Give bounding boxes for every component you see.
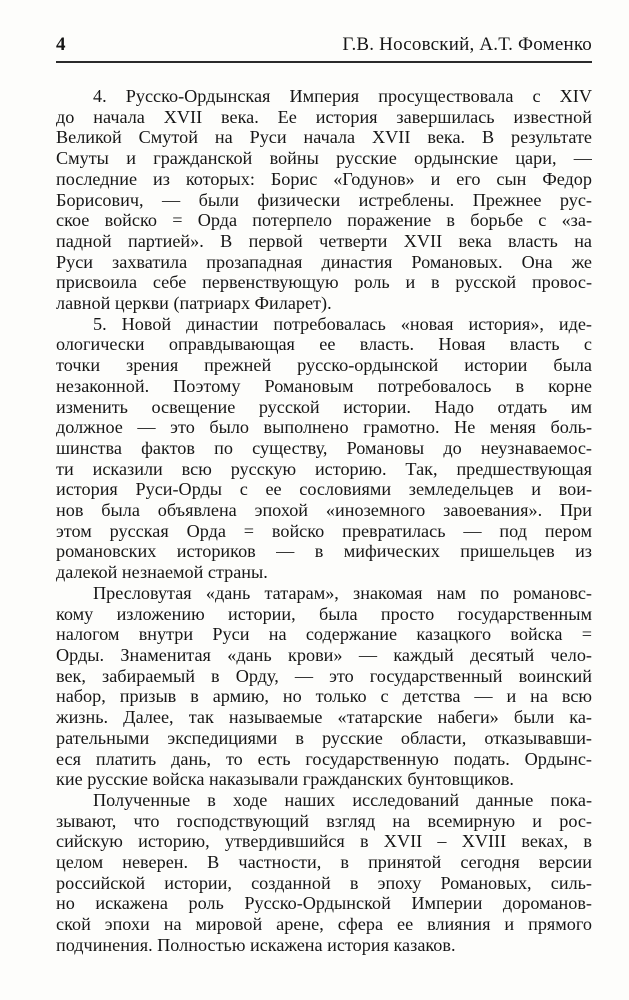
running-header — [56, 34, 592, 63]
running-title: Г.В. Носовский, А.Т. Фоменко — [342, 34, 592, 55]
text-line: но искажена роль Русско-Ордынской Империи дороманов- — [56, 893, 592, 914]
text-line: 5. Новой династии потребовалась «новая история», иде- — [93, 313, 592, 334]
text-line: изменить освещение русской истории. Надо отдать им — [56, 396, 592, 417]
text-line: шинства фактов по существу, Романовы до неузнаваемос- — [56, 437, 592, 458]
text-line: зывают, что господствующий взгляд на всемирную и рос- — [56, 810, 592, 831]
text-line: кому изложению истории, была просто государственным — [56, 603, 592, 624]
text-line: ологически оправдывающая ее власть. Новая власть с — [56, 334, 592, 355]
text-line: последние из которых: Борис «Годунов» и его сын Федор — [56, 168, 592, 189]
page-body — [56, 86, 592, 956]
text-line: Полученные в ходе наших исследований данные пока- — [93, 789, 592, 810]
text-line: далекой незнаемой страны. — [56, 562, 268, 583]
text-line: набор, призыв в армию, но только с детства — и на всю — [56, 686, 592, 707]
page-number: 4 — [56, 34, 66, 55]
text-line: Орды. Знаменитая «дань крови» — каждый десятый чело- — [56, 644, 592, 665]
text-line: кие русские войска наказывали гражданских бунтовщиков. — [56, 769, 514, 790]
text-line: налогом внутри Руси на содержание казацкого войска = — [56, 624, 592, 645]
text-line: Смуты и гражданской войны русские ордынские цари, — — [56, 148, 592, 169]
text-line: век, забираемый в Орду, — это государственный воинский — [56, 665, 592, 686]
text-line: точки зрения прежней русско-ордынской истории была — [56, 355, 592, 376]
text-line: ское войско = Орда потерпело поражение в борьбе с «за- — [56, 210, 592, 231]
text-line: Борисович, — были физически истреблены. Прежнее рус- — [56, 189, 592, 210]
text-line: ти исказили всю русскую историю. Так, предшествующая — [56, 458, 592, 479]
text-line: целом неверен. В частности, в принятой сегодня версии — [56, 852, 592, 873]
paragraph — [56, 86, 592, 314]
text-line: 4. Русско-Ордынская Империя просуществовала с XIV — [93, 86, 592, 106]
text-line: лавной церкви (патриарх Филарет). — [56, 293, 332, 314]
text-line: жизнь. Далее, так называемые «татарские набеги» были ка- — [56, 707, 592, 728]
text-line: подчинения. Полностью искажена история казаков. — [56, 934, 456, 955]
text-line: российской истории, созданной в эпоху Романовых, силь- — [56, 872, 592, 893]
text-line: история Руси-Орды с ее сословиями земледельцев и вои- — [56, 479, 592, 500]
text-line: еся платить дань, то есть государственную подать. Ордынс- — [56, 748, 592, 769]
text-line: должное — это было выполнено грамотно. Не меняя боль- — [56, 417, 592, 438]
text-line: присвоила себе первенствующую роль и в русской провос- — [56, 272, 592, 293]
text-line: незаконной. Поэтому Романовым потребовалось в корне — [56, 375, 592, 396]
text-line: Руси захватила прозападная династия Романовых. Она же — [56, 251, 592, 272]
text-line: сийскую историю, утвердившийся в XVII – XVIII веках, в — [56, 831, 592, 852]
text-line: Пресловутая «дань татарам», знакомая нам по романовс- — [93, 582, 592, 603]
text-line: этом русская Орда = войско превратилась — под пером — [56, 520, 592, 541]
page-content — [56, 34, 592, 956]
paragraph — [56, 790, 592, 956]
text-line: рательными экспедициями в русские области, отказывавши- — [56, 727, 592, 748]
text-line: нов была объявлена эпохой «иноземного завоевания». При — [56, 500, 592, 521]
text-line: падной партией». В первой четверти XVII века власть на — [56, 230, 592, 251]
text-line: ской эпохи на мировой арене, сфера ее влияния и прямого — [56, 914, 592, 935]
paragraph — [56, 583, 592, 790]
text-line: романовских историков — в мифических пришельцев из — [56, 541, 592, 562]
text-line: до начала XVII века. Ее история завершилась известной — [56, 106, 592, 127]
text-line: Великой Смутой на Руси начала XVII века. В результате — [56, 127, 592, 148]
paragraph — [56, 314, 592, 583]
